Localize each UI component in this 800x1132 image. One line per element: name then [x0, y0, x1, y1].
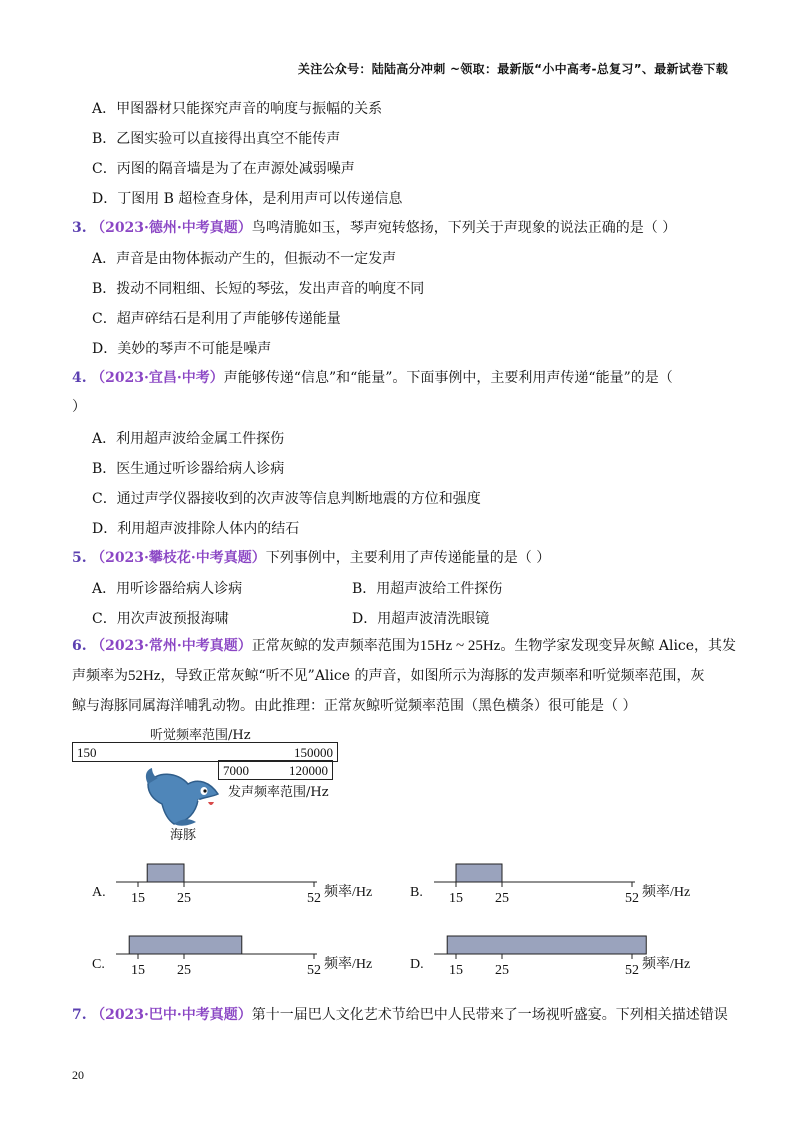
q3-option-d: D．美妙的琴声不可能是噪声	[92, 341, 272, 357]
option-c-tick-label: 25	[177, 963, 191, 978]
hearing-min: 150	[77, 745, 97, 760]
q5-option-a: A．用听诊器给病人诊病	[92, 581, 243, 597]
q3-text: 鸟鸣清脆如玉，琴声宛转悠扬，下列关于声现象的说法正确的是（ ）	[251, 220, 677, 236]
q3-number: 3.	[72, 220, 87, 236]
emit-range-label: 发声频率范围/Hz	[228, 785, 329, 800]
option-c-tick-label: 15	[131, 963, 145, 978]
option-c-bar	[129, 936, 242, 954]
q2-option-b: B．乙图实验可以直接得出真空不能传声	[92, 131, 341, 147]
q5-text: 下列事例中，主要利用了声传递能量的是（ ）	[265, 550, 551, 566]
option-b-letter: B.	[410, 885, 423, 900]
q5-number: 5.	[72, 550, 87, 566]
q2-option-c: C．丙图的隔音墙是为了在声源处减弱噪声	[92, 161, 355, 177]
option-b-bar	[456, 864, 502, 882]
q4-number: 4.	[72, 370, 87, 386]
option-d-unit: 频率/Hz	[642, 957, 691, 972]
q6-number: 6.	[72, 638, 87, 654]
option-b-tick-label: 52	[625, 891, 639, 906]
option-c-tick-label: 52	[307, 963, 321, 978]
option-a-unit: 频率/Hz	[324, 885, 373, 900]
q2-option-a: A．甲图器材只能探究声音的响度与振幅的关系	[92, 101, 383, 117]
q7-source: （2023·巴中·中考真题）	[91, 1007, 252, 1023]
q6-text-b: 。生物学家发现变异灰鲸 Alice，其发	[500, 638, 737, 654]
q5-option-b: B．用超声波给工件探伤	[352, 581, 503, 597]
q4-option-d: D．利用超声波排除人体内的结石	[92, 521, 300, 537]
page-header: 关注公众号：陆陆高分冲刺 ~领取：最新版“小中高考-总复习”、最新试卷下载	[297, 62, 728, 76]
emit-min: 7000	[223, 763, 249, 778]
q4-option-b: B．医生通过听诊器给病人诊病	[92, 461, 285, 477]
emit-max: 120000	[289, 763, 328, 778]
q4-option-a: A．利用超声波给金属工件探伤	[92, 431, 285, 447]
option-c-unit: 频率/Hz	[324, 957, 373, 972]
q6-text-a: 正常灰鲸的发声频率范围为	[251, 638, 420, 654]
option-d-letter: D.	[410, 957, 424, 972]
q2-option-d: D．丁图用 B 超检查身体，是利用声可以传递信息	[92, 191, 403, 207]
q3-option-b: B．拨动不同粗细、长短的琴弦，发出声音的响度不同	[92, 281, 425, 297]
q6-line2-a: 声频率为	[72, 668, 128, 684]
q5-option-d: D．用超声波清洗眼镜	[352, 611, 490, 627]
option-b-unit: 频率/Hz	[642, 885, 691, 900]
q6-freq: 52Hz	[128, 668, 161, 684]
option-b-tick-label: 25	[495, 891, 509, 906]
option-a-tick-label: 52	[307, 891, 321, 906]
option-a-letter: A.	[92, 885, 106, 900]
option-b-tick-label: 15	[449, 891, 463, 906]
q6-source: （2023·常州·中考真题）	[91, 638, 252, 654]
q3-option-c: C．超声碎结石是利用了声能够传递能量	[92, 311, 341, 327]
q6-line3: 鲸与海豚同属海洋哺乳动物。由此推理：正常灰鲸听觉频率范围（黑色横条）很可能是（ ）	[72, 698, 637, 714]
q6-range: 15Hz ~ 25Hz	[419, 638, 501, 654]
option-a-tick-label: 15	[131, 891, 145, 906]
q6-line2-b: ，导致正常灰鲸“听不见”Alice 的声音，如图所示为海豚的发声频率和听觉频率范围，灰	[160, 668, 705, 684]
q4-stem-cont: ）	[72, 399, 86, 415]
q5-source: （2023·攀枝花·中考真题）	[91, 550, 266, 566]
option-d-tick-label: 52	[625, 963, 639, 978]
q4-option-c: C．通过声学仪器接收到的次声波等信息判断地震的方位和强度	[92, 491, 481, 507]
hearing-max: 150000	[294, 745, 333, 760]
option-d-tick-label: 25	[495, 963, 509, 978]
page-number: 20	[72, 1068, 84, 1082]
q4-source: （2023·宜昌·中考）	[91, 370, 224, 386]
option-d-bar	[447, 936, 646, 954]
hearing-range-label: 听觉频率范围/Hz	[150, 728, 251, 743]
q5-option-c: C．用次声波预报海啸	[92, 611, 229, 627]
q7-stem	[72, 1006, 728, 1024]
option-c-letter: C.	[92, 957, 105, 972]
q3-source: （2023·德州·中考真题）	[91, 220, 252, 236]
q7-number: 7.	[72, 1007, 87, 1023]
q3-option-a: A．声音是由物体振动产生的，但振动不一定发声	[92, 251, 397, 267]
option-a-bar	[147, 864, 184, 882]
option-a-tick-label: 25	[177, 891, 191, 906]
q4-text: 声能够传递“信息”和“能量”。下面事例中，主要利用声传递“能量”的是（	[223, 370, 673, 386]
option-d-tick-label: 15	[449, 963, 463, 978]
q7-text: 第十一届巴人文化艺术节给巴中人民带来了一场视听盛宴。下列相关描述错误	[251, 1007, 728, 1023]
dolphin-label: 海豚	[170, 828, 197, 843]
